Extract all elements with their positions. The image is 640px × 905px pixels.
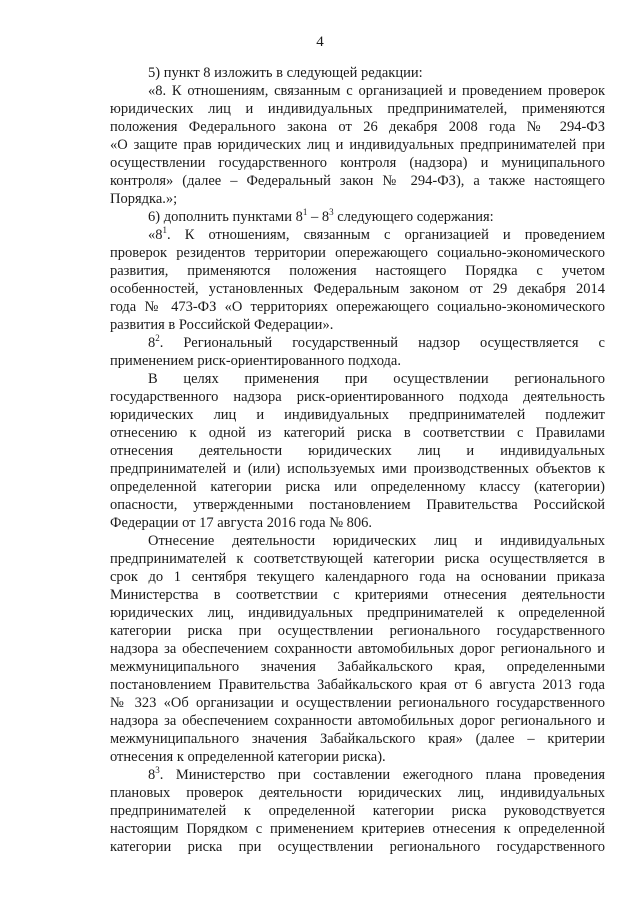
text-line: Министерства в соответствии с критериями отнесения деятельности [110,587,605,603]
text-line: отнесения деятельности юридических лиц и индивидуальных [110,443,605,459]
text-line: «8. К отношениям, связанным с организацией и проведением проверок [148,83,605,99]
text-line: категории риска при осуществлении регионального государственного [110,623,605,639]
text-line: особенностей, установленных Федеральным законом от 29 декабря 2014 [110,281,605,297]
page-number: 4 [316,34,324,50]
line-text: «8 [148,227,163,243]
text-line: категории риска при осуществлении регионального государственного [110,839,605,855]
text-line: срок до 1 сентября текущего календарного года на основании приказа [110,569,605,585]
text-line: постановлением Правительства Забайкальского края от 6 августа 2013 года [110,677,605,693]
text-line: настоящим Порядком с применением критериев отнесения к определенной [110,821,605,837]
text-line: осуществлении государственного контроля (надзора) и муниципального [110,155,605,171]
text-line: «О защите прав юридических лиц и индивидуальных предпринимателей при [110,137,605,153]
text-line: надзора за обеспечением сохранности автомобильных дорог регионального и [110,641,605,657]
text-line [110,766,605,784]
text-line: юридических лиц и индивидуальных предпринимателей, применяются [110,101,605,117]
text-line: предпринимателей к определенной категории риска руководствуется [110,803,605,819]
text-line [110,226,605,244]
text-line: надзора за обеспечением сохранности автомобильных дорог регионального и [110,713,605,729]
text-line: 5) пункт 8 изложить в следующей редакции: [148,65,423,81]
line-text: 6) дополнить пунктами 8 [148,209,303,225]
text-line: контроля» (далее – Федеральный закон № 294-ФЗ), а также настоящего [110,173,605,189]
text-line [110,334,605,352]
superscript: 2 [155,333,160,343]
text-line: юридических лиц, индивидуальных предпринимателей к определенной [110,605,605,621]
line-text: – 8 [307,209,330,225]
text-line: Федерации от 17 августа 2016 года № 806. [110,515,373,531]
superscript: 3 [155,765,160,775]
line-text: 8 [148,335,156,351]
line-text: . Региональный государственный надзор осуществляется с [159,335,605,351]
text-line: межмуниципального значения Забайкальского края» (далее – критерии [110,731,605,747]
text-line: юридических лиц и индивидуальных предпринимателей подлежит [110,407,605,423]
text-line: В целях применения при осуществлении регионального [148,371,605,387]
superscript: 3 [329,207,334,217]
text-line: Отнесение деятельности юридических лиц и индивидуальных [148,533,605,549]
line-text: следующего содержания: [333,209,494,225]
text-line: определенной категории риска или определенному классу (категории) [110,479,605,495]
superscript: 1 [162,225,167,235]
text-line: проверок резидентов территории опережающего социально-экономического [110,245,605,261]
text-line [110,208,605,226]
text-line: отнесению к одной из категорий риска в соответствии с Правилами [110,425,605,441]
text-line: Порядка.»; [110,191,178,207]
text-line: предпринимателей и (или) используемых ими производственных объектов к [110,461,605,477]
text-line: плановых проверок деятельности юридических лиц, индивидуальных [110,785,605,801]
text-line: применением риск-ориентированного подхода. [110,353,401,369]
superscript: 1 [302,207,308,217]
text-line: развития в Российской Федерации». [110,317,334,333]
text-line: № 323 «Об организации и осуществлении регионального государственного [110,695,605,711]
line-text: . Министерство при составлении ежегодного плана проведения [159,767,605,783]
text-line: опасности, утвержденными постановлением Правительства Российской [110,497,605,513]
text-line: положения Федерального закона от 26 декабря 2008 года № 294-ФЗ [110,119,605,135]
text-line: государственного надзора риск-ориентированного подхода деятельность [110,389,605,405]
line-text: . К отношениям, связанным с организацией и проведением [167,227,605,243]
text-line: предпринимателей к соответствующей категории риска осуществляется в [110,551,605,567]
document-body [110,64,605,856]
text-line: отнесения к определенной категории риска). [110,749,386,765]
text-line: года № 473-ФЗ «О территориях опережающего социально-экономического [110,299,605,315]
text-line: межмуниципального значения Забайкальского края, определенными [110,659,605,675]
line-text: 8 [148,767,156,783]
text-line: развития, применяются положения настоящего Порядка с учетом [110,263,605,279]
